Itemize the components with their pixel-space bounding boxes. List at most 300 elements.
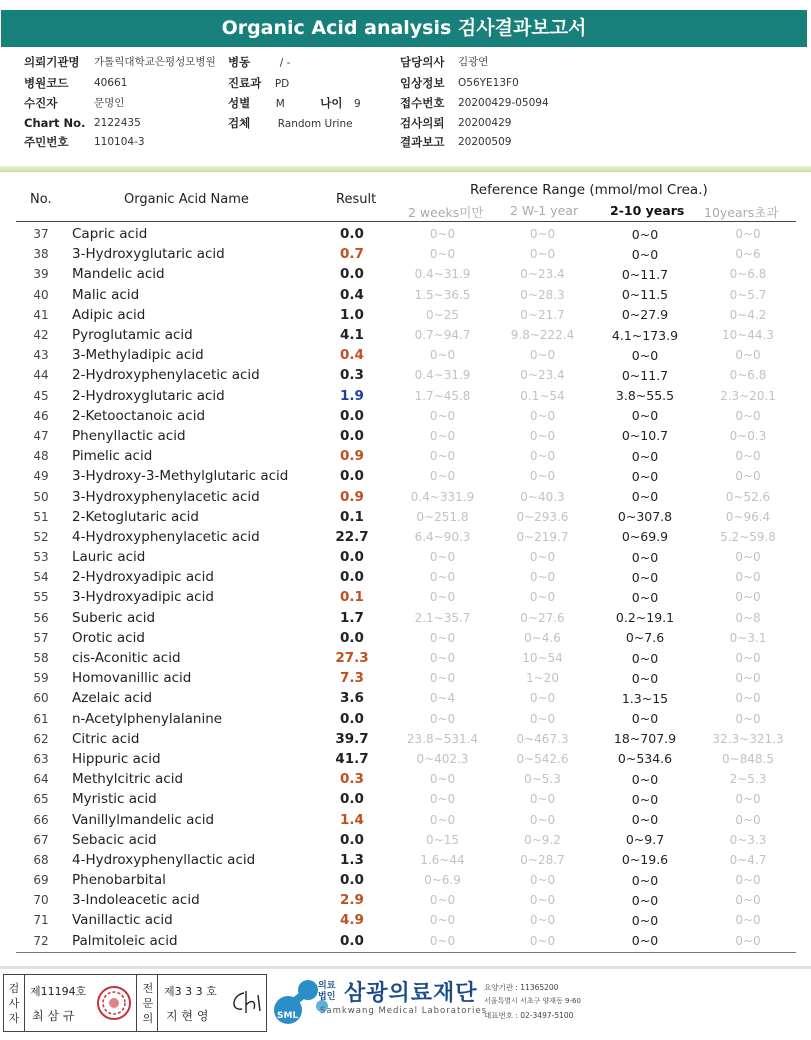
ref-range-2w1y: 0~0 [529, 408, 556, 423]
table-row [16, 931, 796, 951]
ref-range-10y: 0~52.6 [725, 489, 771, 504]
acid-name: Palmitoleic acid [72, 932, 178, 949]
left-value: 40661 [94, 77, 128, 89]
acid-name: Malic acid [72, 286, 140, 303]
result-value: 2.9 [340, 892, 364, 909]
ref-range-2w1y: 0~0 [529, 792, 556, 807]
specimen-value: Random Urine [277, 118, 353, 130]
ref-range-2w1y: 0~9.2 [524, 832, 561, 847]
specimen-label: 검체 [228, 116, 251, 130]
ref-range-2-10y: 0~0 [631, 771, 659, 787]
table-row [16, 305, 796, 325]
ref-range-2weeks: 0~0 [429, 711, 456, 726]
ref-range-2-10y: 0~27.9 [621, 307, 669, 323]
ref-range-2weeks: 23.8~531.4 [406, 731, 479, 746]
acid-name: 2-Hydroxyadipic acid [72, 569, 214, 586]
acid-name: 3-Methyladipic acid [72, 347, 204, 364]
left-label: Chart No. [24, 116, 86, 130]
row-number: 67 [33, 832, 49, 847]
ref-range-2-10y: 0~0 [631, 347, 659, 363]
examiner-label: 검사자 [8, 982, 20, 1025]
ref-range-10y: 0~4.2 [729, 307, 767, 322]
result-value: 0.0 [340, 791, 364, 808]
ref-range-10y: 0~3.1 [729, 630, 767, 645]
result-value: 0.3 [340, 771, 364, 788]
ref-range-2weeks: 0.4~331.9 [410, 489, 475, 504]
ref-range-2weeks: 0~15 [426, 832, 459, 847]
right-value: O56YE13F0 [458, 77, 519, 89]
ref-range-10y: 0~6 [735, 247, 761, 262]
sex-value: M [275, 98, 285, 110]
ref-range-2-10y: 0~7.6 [625, 630, 665, 646]
ref-range-2w1y: 0~28.3 [520, 287, 565, 302]
table-row [16, 244, 796, 264]
ref-range-2weeks: 0.4~31.9 [414, 267, 471, 282]
ref-range-2-10y: 0~0 [631, 448, 659, 464]
ref-range-2-10y: 0.2~19.1 [615, 610, 675, 626]
ref-range-2weeks: 0~0 [429, 812, 456, 827]
row-number: 65 [33, 792, 49, 807]
ward-label: 병동 [228, 55, 251, 69]
ref-range-2-10y: 0~69.9 [621, 529, 669, 545]
right-label: 검사의뢰 [400, 116, 445, 130]
acid-name: 3-Hydroxy-3-Methylglutaric acid [72, 468, 289, 485]
acid-name: 2-Hydroxyglutaric acid [72, 387, 225, 404]
table-row [16, 608, 796, 628]
result-value: 0.0 [340, 266, 364, 283]
org-english-name: Samkwang Medical Laboratories [320, 1006, 488, 1016]
acid-name: Phenyllactic acid [72, 427, 186, 444]
table-row [16, 547, 796, 567]
signature-icon [226, 987, 264, 1020]
acid-name: Sebacic acid [72, 831, 157, 848]
ref-range-2-10y: 3.8~55.5 [615, 388, 675, 404]
ref-range-10y: 0~0 [735, 550, 761, 565]
header-ref-10y: 10years초과 [704, 205, 779, 220]
ref-range-2weeks: 0~0 [429, 428, 456, 443]
result-value: 0.1 [340, 508, 364, 525]
result-value: 22.7 [335, 528, 369, 545]
header-name: Organic Acid Name [124, 192, 249, 207]
ref-range-2w1y: 0~0 [529, 812, 556, 827]
ward-value: / - [279, 57, 291, 69]
acid-name: Homovanillic acid [72, 670, 192, 687]
table-row [16, 507, 796, 527]
row-number: 60 [33, 691, 49, 706]
ref-range-2-10y: 0~0 [631, 589, 659, 605]
table-row [16, 325, 796, 345]
org-type: 의료법인 [318, 981, 336, 1002]
header-ref-2weeks: 2 weeks미만 [408, 205, 484, 220]
ref-range-2weeks: 0.4~31.9 [414, 368, 471, 383]
row-number: 54 [33, 570, 49, 585]
right-value: 김광연 [458, 56, 489, 68]
ref-range-10y: 0~0 [735, 691, 761, 706]
table-bottom-rule [16, 952, 796, 953]
org-phone: 대표번호 : 02-3497-5100 [484, 1011, 574, 1020]
ref-range-2-10y: 0~0 [631, 650, 659, 666]
result-value: 0.4 [340, 347, 364, 364]
left-label: 주민번호 [24, 135, 69, 149]
ref-range-10y: 5.2~59.8 [720, 529, 776, 544]
report-title: Organic Acid analysis 검사결과보고서 [1, 10, 807, 47]
table-row [16, 648, 796, 668]
ref-range-10y: 0~0 [735, 913, 761, 928]
ref-range-2w1y: 0~0 [529, 873, 556, 888]
row-number: 56 [33, 610, 49, 625]
result-value: 0.0 [340, 872, 364, 889]
table-row [16, 688, 796, 708]
ref-range-10y: 10~44.3 [721, 328, 775, 343]
ref-range-2w1y: 0~0 [529, 711, 556, 726]
table-row [16, 365, 796, 385]
table-row [16, 264, 796, 284]
ref-range-10y: 0~0 [735, 227, 761, 242]
ref-range-2w1y: 0~0 [529, 590, 556, 605]
org-address: 서울특별시 서초구 양재동 9-60 [484, 997, 581, 1005]
ref-range-2-10y: 0~0 [631, 933, 659, 949]
left-row-0 [24, 52, 216, 72]
examiner-license: 제11194호 [30, 985, 87, 998]
table-row [16, 466, 796, 486]
ref-range-2-10y: 0~11.7 [621, 367, 669, 383]
seal-stamp-icon [96, 985, 132, 1021]
table-row [16, 910, 796, 930]
table-row [16, 406, 796, 426]
row-number: 39 [33, 267, 49, 282]
right-row-2 [400, 93, 549, 113]
table-row [16, 830, 796, 850]
row-number: 63 [33, 751, 49, 766]
result-value: 0.1 [340, 589, 364, 606]
ref-range-2w1y: 0~23.4 [520, 368, 565, 383]
acid-name: 3-Hydroxyadipic acid [72, 589, 214, 606]
left-row-1 [24, 73, 128, 93]
ref-range-2-10y: 0~0 [631, 468, 659, 484]
table-row [16, 527, 796, 547]
result-value: 0.0 [340, 629, 364, 646]
left-row-4 [24, 132, 145, 152]
ref-range-10y: 0~0 [735, 348, 761, 363]
row-number: 57 [33, 630, 49, 645]
result-value: 7.3 [340, 670, 364, 687]
ref-range-2w1y: 9.8~222.4 [510, 328, 575, 343]
result-value: 0.0 [340, 831, 364, 848]
table-row [16, 628, 796, 648]
ref-range-2weeks: 0~25 [426, 307, 459, 322]
right-row-3 [400, 113, 512, 133]
left-value: 2122435 [94, 117, 141, 129]
ref-range-2-10y: 0~0 [631, 912, 659, 928]
ref-range-10y: 2~5.3 [729, 772, 767, 787]
table-row [16, 850, 796, 870]
row-number: 50 [33, 489, 49, 504]
results-table [16, 224, 796, 951]
ref-range-10y: 0~0 [735, 873, 761, 888]
row-number: 68 [33, 852, 49, 867]
ref-range-2weeks: 0~0 [429, 348, 456, 363]
ref-range-2w1y: 0~5.3 [524, 772, 561, 787]
ref-range-2weeks: 0~0 [429, 227, 456, 242]
ref-range-10y: 0~5.7 [729, 287, 767, 302]
acid-name: 2-Ketooctanoic acid [72, 407, 206, 424]
result-value: 4.9 [340, 912, 364, 929]
acid-name: Capric acid [72, 226, 148, 243]
ref-range-2w1y: 0~21.7 [520, 307, 565, 322]
ref-range-2w1y: 0~40.3 [520, 489, 565, 504]
acid-name: Suberic acid [72, 609, 156, 626]
specialist-label: 전문의 [142, 982, 154, 1025]
ref-range-10y: 0~0 [735, 651, 761, 666]
acid-name: Phenobarbital [72, 872, 166, 889]
header-reference: Reference Range (mmol/mol Crea.) [470, 182, 708, 198]
ref-range-2weeks: 0~402.3 [416, 751, 469, 766]
table-row [16, 486, 796, 506]
ref-range-2w1y: 0~467.3 [516, 731, 569, 746]
header-ref-2-10y: 2-10 years [610, 203, 685, 218]
acid-name: 2-Ketoglutaric acid [72, 508, 199, 525]
ref-range-2weeks: 0~251.8 [416, 509, 469, 524]
row-number: 53 [33, 550, 49, 565]
right-label: 접수번호 [400, 96, 445, 110]
ref-range-2-10y: 0~0 [631, 408, 659, 424]
result-value: 1.0 [340, 306, 364, 323]
row-number: 55 [33, 590, 49, 605]
ref-range-2w1y: 0~0 [529, 428, 556, 443]
result-value: 4.1 [340, 327, 364, 344]
ref-range-2weeks: 1.5~36.5 [414, 287, 471, 302]
ref-range-2-10y: 1.3~15 [621, 690, 669, 706]
row-number: 58 [33, 651, 49, 666]
acid-name: Pyroglutamic acid [72, 327, 193, 344]
ref-range-10y: 0~6.8 [729, 267, 767, 282]
ref-range-2-10y: 0~0 [631, 670, 659, 686]
ref-range-2w1y: 0.1~54 [520, 388, 565, 403]
table-row [16, 789, 796, 809]
left-value: 110104-3 [94, 136, 145, 148]
ref-range-2-10y: 0~10.7 [621, 428, 669, 444]
acid-name: Methylcitric acid [72, 771, 184, 788]
left-row-2 [24, 93, 125, 113]
sex-label: 성별 [228, 96, 251, 110]
ref-range-2w1y: 0~28.7 [520, 852, 565, 867]
right-label: 결과보고 [400, 135, 445, 149]
table-row [16, 446, 796, 466]
ref-range-2w1y: 0~0 [529, 913, 556, 928]
ref-range-10y: 2.3~20.1 [720, 388, 776, 403]
ref-range-2w1y: 0~0 [529, 227, 556, 242]
ref-range-2-10y: 0~307.8 [617, 509, 673, 525]
row-number: 41 [33, 307, 49, 322]
acid-name: Vanillactic acid [72, 912, 173, 929]
acid-name: Hippuric acid [72, 750, 161, 767]
result-value: 39.7 [335, 730, 369, 747]
specialist-license: 제3 3 3 호 [164, 985, 217, 998]
table-row [16, 426, 796, 446]
left-label: 병원코드 [24, 76, 69, 90]
signature-box [3, 974, 267, 1032]
result-value: 41.7 [335, 750, 369, 767]
ref-range-2-10y: 0~11.5 [621, 287, 669, 303]
ref-range-2weeks: 0~0 [429, 408, 456, 423]
ref-range-10y: 0~0 [735, 570, 761, 585]
acid-name: 3-Hydroxyglutaric acid [72, 246, 225, 263]
sex-age-row [228, 93, 361, 113]
ref-range-2-10y: 18~707.9 [613, 731, 677, 747]
ref-range-2weeks: 0~0 [429, 570, 456, 585]
acid-name: Adipic acid [72, 306, 146, 323]
result-value: 0.4 [340, 286, 364, 303]
ref-range-2w1y: 0~0 [529, 691, 556, 706]
row-number: 52 [33, 529, 49, 544]
acid-name: Citric acid [72, 730, 140, 747]
ref-range-2w1y: 0~23.4 [520, 267, 565, 282]
result-value: 0.0 [340, 407, 364, 424]
acid-name: cis-Aconitic acid [72, 650, 181, 667]
row-number: 51 [33, 509, 49, 524]
ref-range-2w1y: 0~0 [529, 893, 556, 908]
ref-range-10y: 0~0 [735, 933, 761, 948]
ref-range-10y: 0~3.3 [729, 832, 767, 847]
result-value: 0.3 [340, 367, 364, 384]
ref-range-2-10y: 0~9.7 [625, 832, 665, 848]
result-value: 0.0 [340, 932, 364, 949]
row-number: 71 [33, 913, 49, 928]
row-number: 72 [33, 933, 49, 948]
right-row-4 [400, 132, 512, 152]
row-number: 59 [33, 671, 49, 686]
ref-range-2-10y: 0~0 [631, 569, 659, 585]
ref-range-2w1y: 10~54 [522, 651, 563, 666]
dept-value: PD [274, 78, 290, 90]
ref-range-2weeks: 0~6.9 [424, 873, 461, 888]
section-divider [0, 166, 811, 172]
row-number: 69 [33, 873, 49, 888]
header-ref-2w1y: 2 W-1 year [510, 203, 579, 218]
ref-range-10y: 0~0 [735, 408, 761, 423]
table-row [16, 587, 796, 607]
ref-range-10y: 0~0 [735, 449, 761, 464]
ref-range-2-10y: 0~0 [631, 246, 659, 262]
ref-range-2-10y: 4.1~173.9 [611, 327, 679, 343]
ref-range-2-10y: 0~0 [631, 812, 659, 828]
ref-range-2weeks: 0~0 [429, 671, 456, 686]
header-no: No. [30, 192, 52, 207]
examiner-name: 최 삼 규 [32, 1009, 75, 1023]
age-label: 나이 [320, 96, 343, 110]
ref-range-2weeks: 0~0 [429, 913, 456, 928]
ref-range-2w1y: 0~542.6 [516, 751, 569, 766]
table-row [16, 729, 796, 749]
header-result: Result [336, 192, 377, 207]
row-number: 37 [33, 227, 49, 242]
ref-range-2-10y: 0~0 [631, 226, 659, 242]
result-value: 27.3 [335, 650, 369, 667]
ref-range-2-10y: 0~0 [631, 549, 659, 565]
ref-range-10y: 0~0 [735, 792, 761, 807]
ref-range-10y: 0~0 [735, 711, 761, 726]
header-rule [16, 221, 796, 222]
right-label: 임상정보 [400, 76, 445, 90]
result-value: 3.6 [340, 690, 364, 707]
ref-range-10y: 0~0 [735, 671, 761, 686]
row-number: 61 [33, 711, 49, 726]
row-number: 48 [33, 449, 49, 464]
ref-range-10y: 0~0 [735, 590, 761, 605]
dept-label: 진료과 [228, 76, 262, 90]
result-value: 0.0 [340, 427, 364, 444]
result-value: 1.4 [340, 811, 364, 828]
acid-name: 4-Hydroxyphenylacetic acid [72, 528, 260, 545]
ref-range-10y: 0~8 [735, 610, 761, 625]
ref-range-2w1y: 0~0 [529, 247, 556, 262]
ref-range-2w1y: 0~219.7 [516, 529, 569, 544]
row-number: 42 [33, 328, 49, 343]
ref-range-2-10y: 0~19.6 [621, 852, 669, 868]
ref-range-2weeks: 0~0 [429, 247, 456, 262]
specimen-row [228, 113, 353, 133]
ref-range-2weeks: 0~0 [429, 469, 456, 484]
ref-range-2w1y: 0~0 [529, 570, 556, 585]
row-number: 70 [33, 893, 49, 908]
left-row-3 [24, 113, 141, 133]
ref-range-10y: 0~0 [735, 893, 761, 908]
row-number: 47 [33, 428, 49, 443]
ref-range-2w1y: 0~27.6 [520, 610, 565, 625]
footer-rule [0, 966, 811, 969]
result-value: 0.0 [340, 549, 364, 566]
row-number: 49 [33, 469, 49, 484]
acid-name: 3-Indoleacetic acid [72, 892, 200, 909]
result-value: 1.3 [340, 851, 364, 868]
acid-name: Mandelic acid [72, 266, 165, 283]
ref-range-2weeks: 0.7~94.7 [414, 328, 471, 343]
ref-range-2w1y: 0~4.6 [524, 630, 561, 645]
ref-range-2-10y: 0~0 [631, 872, 659, 888]
table-row [16, 285, 796, 305]
ref-range-2-10y: 0~0 [631, 791, 659, 807]
ref-range-10y: 0~4.7 [729, 852, 767, 867]
result-value: 0.0 [340, 468, 364, 485]
row-number: 66 [33, 812, 49, 827]
table-row [16, 386, 796, 406]
logo-abbrev: SML [277, 1011, 299, 1021]
right-label: 담당의사 [400, 55, 445, 69]
ref-range-2weeks: 1.6~44 [420, 852, 465, 867]
row-number: 44 [33, 368, 49, 383]
ref-range-10y: 0~6.8 [729, 368, 767, 383]
row-number: 64 [33, 772, 49, 787]
table-row [16, 567, 796, 587]
right-row-0 [400, 52, 489, 72]
result-value: 0.0 [340, 226, 364, 243]
result-value: 0.0 [340, 569, 364, 586]
result-value: 0.9 [340, 488, 364, 505]
ref-range-2w1y: 0~0 [529, 469, 556, 484]
result-value: 0.9 [340, 448, 364, 465]
acid-name: 2-Hydroxyphenylacetic acid [72, 367, 260, 384]
ref-range-2w1y: 0~0 [529, 348, 556, 363]
acid-name: Myristic acid [72, 791, 157, 808]
ref-range-10y: 0~848.5 [721, 751, 775, 766]
specialist-name: 지 현 영 [166, 1009, 209, 1023]
ref-range-2-10y: 0~0 [631, 489, 659, 505]
ref-range-2-10y: 0~534.6 [617, 751, 673, 767]
ref-range-10y: 0~96.4 [725, 509, 771, 524]
acid-name: Orotic acid [72, 629, 145, 646]
acid-name: n-Acetylphenylalanine [72, 710, 223, 727]
org-name: 삼광의료재단 [344, 981, 478, 1006]
